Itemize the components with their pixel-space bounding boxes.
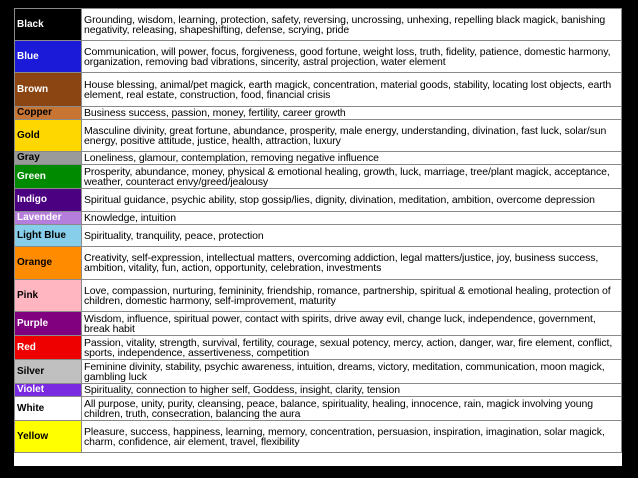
color-name-cell: Silver	[15, 360, 82, 384]
table-row	[15, 107, 622, 120]
table-row	[15, 336, 622, 360]
color-name-cell: Light Blue	[15, 225, 82, 247]
color-meaning-cell: Pleasure, success, happiness, learning, memory, concentration, persuasion, inspiration, imagination, solar magick, charm, confidence, air element, travel, flexibility	[82, 421, 622, 453]
color-name-cell: Black	[15, 9, 82, 41]
color-meaning-cell: Communication, will power, focus, forgiveness, good fortune, weight loss, truth, fidelity, patience, domestic harmony, organization, removing bad vibrations, sincerity, astral projection, water element	[82, 41, 622, 73]
color-meaning-cell: Loneliness, glamour, contemplation, removing negative influence	[82, 152, 622, 165]
color-meaning-cell: Passion, vitality, strength, survival, fertility, courage, sexual potency, mercy, action, danger, war, fire element, conflict, sports, independence, assertiveness, competition	[82, 336, 622, 360]
color-meaning-cell: Feminine divinity, stability, psychic awareness, intuition, dreams, victory, meditation, communication, moon magick, gambling luck	[82, 360, 622, 384]
color-meaning-cell: Spirituality, tranquility, peace, protection	[82, 225, 622, 247]
color-correspondence-table	[14, 8, 622, 466]
table-row	[15, 280, 622, 312]
color-name-cell: Blue	[15, 41, 82, 73]
color-name-cell: White	[15, 397, 82, 421]
color-name-cell: Copper	[15, 107, 82, 120]
color-meaning-cell: House blessing, animal/pet magick, earth magick, concentration, material goods, stability, locating lost objects, earth element, real estate, construction, food, financial crisis	[82, 73, 622, 107]
color-meaning-cell: Spirituality, connection to higher self, Goddess, insight, clarity, tension	[82, 384, 622, 397]
color-name-cell: Red	[15, 336, 82, 360]
color-meaning-cell: Prosperity, abundance, money, physical & emotional healing, growth, luck, marriage, tree/plant magick, acceptance, weather, counteract envy/greed/jealousy	[82, 165, 622, 189]
color-name-cell: Lavender	[15, 212, 82, 225]
color-name-cell: Indigo	[15, 189, 82, 212]
color-meaning-cell: All purpose, unity, purity, cleansing, peace, balance, spirituality, healing, innocence, rain, magick involving young children, truth, consecration, balancing the aura	[82, 397, 622, 421]
table-row	[15, 397, 622, 421]
table-row	[15, 152, 622, 165]
color-meaning-cell: Creativity, self-expression, intellectual matters, overcoming addiction, legal matters/justice, joy, business success, ambition, vitality, fun, action, opportunity, celebration, investments	[82, 247, 622, 280]
table-row	[15, 73, 622, 107]
table-row	[15, 165, 622, 189]
color-name-cell: Gold	[15, 120, 82, 152]
table-row	[15, 225, 622, 247]
color-name-cell: Brown	[15, 73, 82, 107]
color-meaning-cell: Love, compassion, nurturing, femininity, friendship, romance, partnership, spiritual & emotional healing, protection of children, domestic harmony, self-improvement, maturity	[82, 280, 622, 312]
table-row	[15, 212, 622, 225]
table-row	[15, 421, 622, 453]
color-name-cell: Purple	[15, 312, 82, 336]
color-name-cell: Gray	[15, 152, 82, 165]
color-name-cell: Orange	[15, 247, 82, 280]
color-table-body	[15, 9, 622, 453]
table-row	[15, 189, 622, 212]
color-meaning-cell: Wisdom, influence, spiritual power, contact with spirits, drive away evil, change luck, independence, government, break habit	[82, 312, 622, 336]
color-meaning-cell: Business success, passion, money, fertility, career growth	[82, 107, 622, 120]
color-meaning-cell: Masculine divinity, great fortune, abundance, prosperity, male energy, understanding, divination, fast luck, solar/sun energy, positive attitude, justice, health, attraction, luxury	[82, 120, 622, 152]
table-row	[15, 41, 622, 73]
color-meaning-cell: Grounding, wisdom, learning, protection, safety, reversing, uncrossing, unhexing, repelling black magick, banishing negativity, releasing, shapeshifting, defense, scrying, pride	[82, 9, 622, 41]
table-row	[15, 247, 622, 280]
table-row	[15, 312, 622, 336]
table-row	[15, 360, 622, 384]
color-table	[14, 8, 622, 453]
color-name-cell: Violet	[15, 384, 82, 397]
color-name-cell: Pink	[15, 280, 82, 312]
color-meaning-cell: Knowledge, intuition	[82, 212, 622, 225]
color-name-cell: Yellow	[15, 421, 82, 453]
table-row	[15, 384, 622, 397]
table-row	[15, 9, 622, 41]
color-meaning-cell: Spiritual guidance, psychic ability, stop gossip/lies, dignity, divination, meditation, ambition, overcome depression	[82, 189, 622, 212]
table-row	[15, 120, 622, 152]
color-name-cell: Green	[15, 165, 82, 189]
